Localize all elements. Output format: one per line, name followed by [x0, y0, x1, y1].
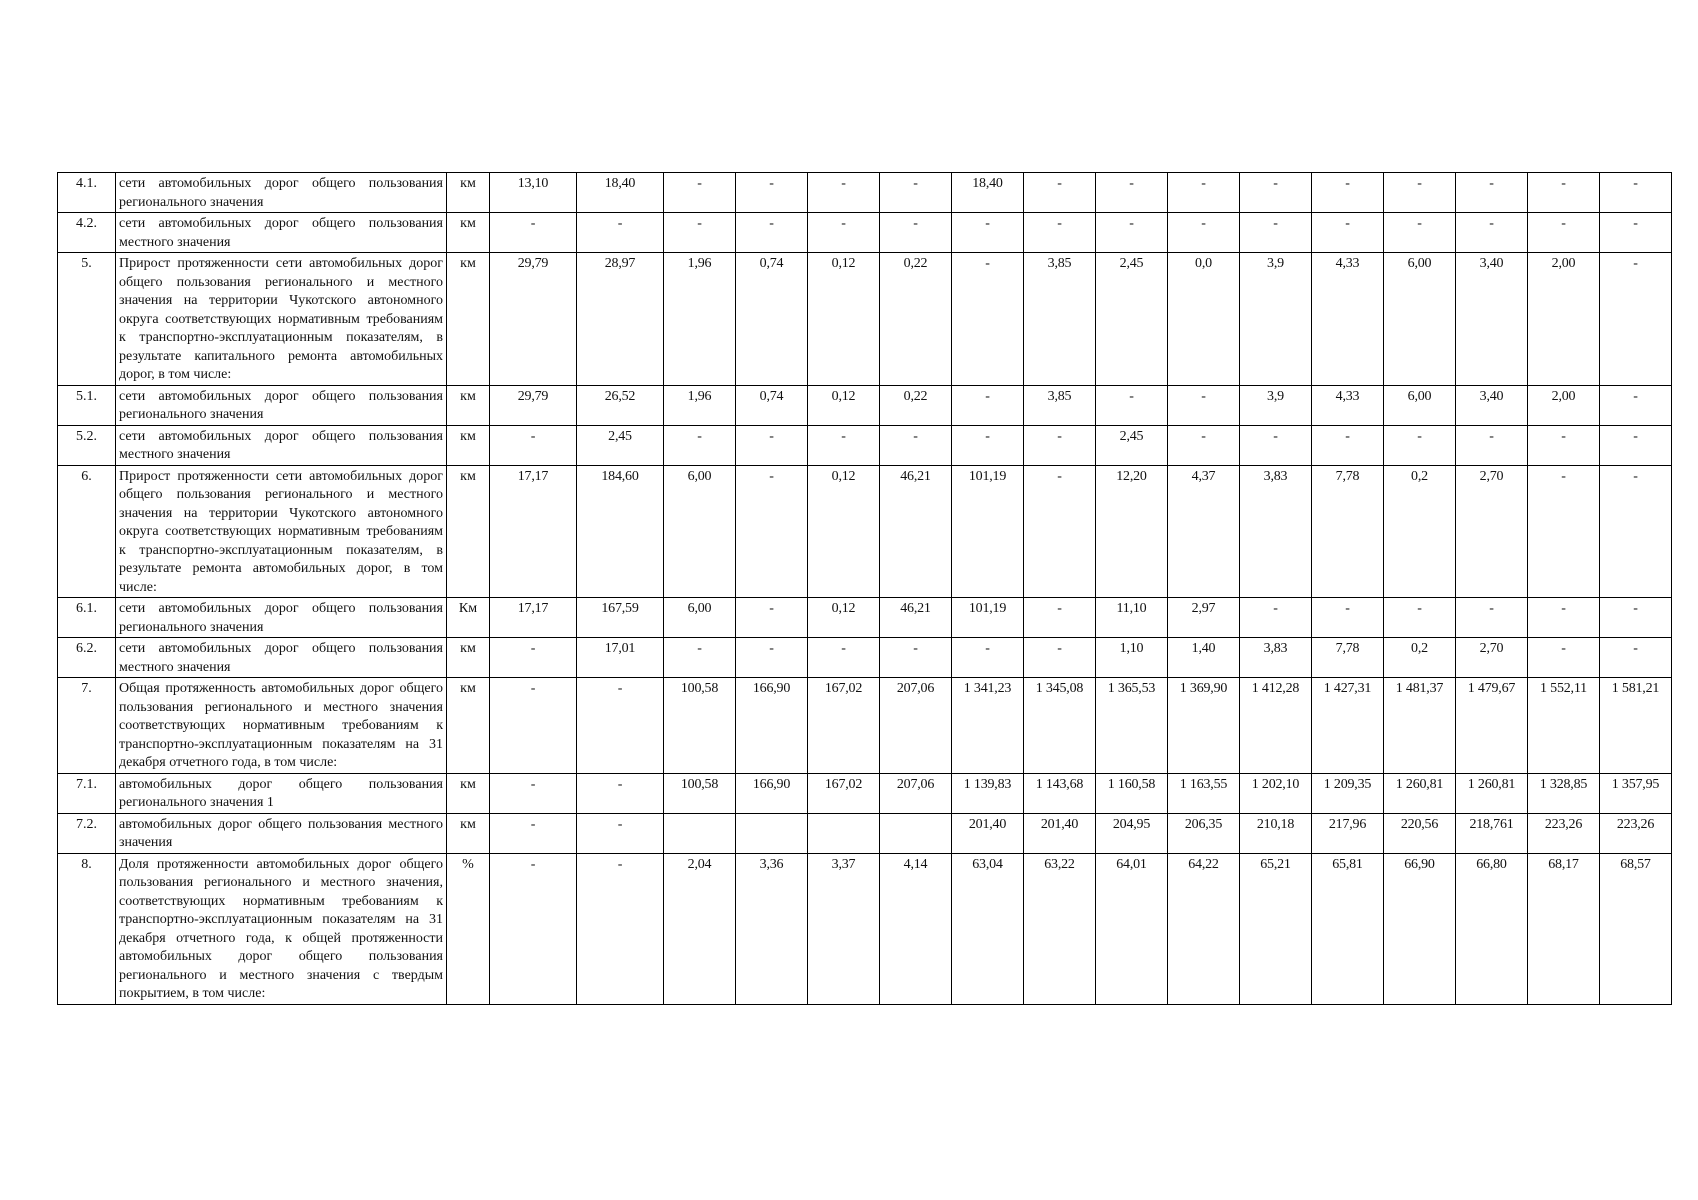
value-cell: 184,60 [577, 465, 664, 598]
value-cell: - [1096, 385, 1168, 425]
value-cell: 0,12 [808, 253, 880, 386]
row-number: 4.1. [58, 173, 116, 213]
value-cell: - [1600, 253, 1672, 386]
indicator-name: сети автомобильных дорог общего пользования регионального значения [116, 173, 447, 213]
value-cell: - [1600, 465, 1672, 598]
value-cell: - [1600, 598, 1672, 638]
value-cell: - [1168, 385, 1240, 425]
value-cell: 11,10 [1096, 598, 1168, 638]
value-cell: 0,22 [880, 385, 952, 425]
table-row [58, 638, 1672, 678]
value-cell: 0,2 [1384, 638, 1456, 678]
value-cell: 2,45 [1096, 425, 1168, 465]
value-cell: 0,2 [1384, 465, 1456, 598]
row-number: 5. [58, 253, 116, 386]
value-cell: 7,78 [1312, 465, 1384, 598]
value-cell: - [664, 173, 736, 213]
value-cell: - [1240, 173, 1312, 213]
value-cell: 26,52 [577, 385, 664, 425]
value-cell: - [808, 213, 880, 253]
value-cell: 3,40 [1456, 253, 1528, 386]
table-row [58, 465, 1672, 598]
indicator-name: сети автомобильных дорог общего пользования местного значения [116, 638, 447, 678]
value-cell: 3,40 [1456, 385, 1528, 425]
value-cell: 1 369,90 [1168, 678, 1240, 774]
value-cell: 166,90 [736, 678, 808, 774]
value-cell: 4,14 [880, 853, 952, 1004]
value-cell: 166,90 [736, 773, 808, 813]
unit-cell: км [447, 213, 490, 253]
value-cell: 1 481,37 [1384, 678, 1456, 774]
value-cell: - [1456, 173, 1528, 213]
table-row [58, 853, 1672, 1004]
indicator-name: сети автомобильных дорог общего пользования регионального значения [116, 598, 447, 638]
value-cell: - [490, 638, 577, 678]
value-cell: - [736, 598, 808, 638]
value-cell: 1 160,58 [1096, 773, 1168, 813]
row-number: 4.2. [58, 213, 116, 253]
value-cell: 101,19 [952, 598, 1024, 638]
value-cell: 1 479,67 [1456, 678, 1528, 774]
value-cell: - [577, 853, 664, 1004]
row-number: 6. [58, 465, 116, 598]
value-cell: 1 202,10 [1240, 773, 1312, 813]
value-cell: - [664, 425, 736, 465]
unit-cell: км [447, 465, 490, 598]
value-cell: 167,02 [808, 678, 880, 774]
indicator-name: Прирост протяженности сети автомобильных дорог общего пользования регионального и местного значения на территории Чукотского автономного округа соответствующих нормативным требованиям к транспортно-эксплуатационным показателям, в результате ремонта автомобильных дорог, в том числе: [116, 465, 447, 598]
value-cell: - [1312, 425, 1384, 465]
value-cell: 3,36 [736, 853, 808, 1004]
value-cell: 204,95 [1096, 813, 1168, 853]
value-cell: - [1528, 638, 1600, 678]
value-cell: - [1528, 213, 1600, 253]
value-cell: 1,10 [1096, 638, 1168, 678]
value-cell: 1 427,31 [1312, 678, 1384, 774]
value-cell: - [808, 425, 880, 465]
value-cell: - [952, 385, 1024, 425]
value-cell: 3,9 [1240, 253, 1312, 386]
value-cell: 2,97 [1168, 598, 1240, 638]
value-cell: 1 357,95 [1600, 773, 1672, 813]
value-cell: 1 143,68 [1024, 773, 1096, 813]
value-cell: 207,06 [880, 773, 952, 813]
value-cell: - [577, 678, 664, 774]
unit-cell: км [447, 813, 490, 853]
value-cell: - [736, 173, 808, 213]
value-cell: - [577, 213, 664, 253]
indicator-name: автомобильных дорог общего пользования регионального значения 1 [116, 773, 447, 813]
value-cell: - [736, 213, 808, 253]
indicator-name: Общая протяженность автомобильных дорог общего пользования регионального и местного значения соответствующих нормативным требованиям к транспортно-эксплуатационным показателям на 31 декабря отчетного года, в том числе: [116, 678, 447, 774]
value-cell: 1 341,23 [952, 678, 1024, 774]
value-cell: - [880, 173, 952, 213]
row-number: 7. [58, 678, 116, 774]
value-cell: - [1024, 598, 1096, 638]
unit-cell: % [447, 853, 490, 1004]
value-cell: - [1240, 213, 1312, 253]
indicator-name: Доля протяженности автомобильных дорог общего пользования регионального и местного значения, соответствующих нормативным требованиям к транспортно-эксплуатационным показателям на 31 декабря отчетного года, к общей протяженности автомобильных дорог общего пользования регионального и местного значения с твердым покрытием, в том числе: [116, 853, 447, 1004]
value-cell: - [736, 638, 808, 678]
value-cell: 220,56 [1384, 813, 1456, 853]
value-cell: 6,00 [1384, 253, 1456, 386]
value-cell: 46,21 [880, 598, 952, 638]
value-cell: 2,45 [577, 425, 664, 465]
value-cell: - [577, 813, 664, 853]
value-cell: - [736, 465, 808, 598]
value-cell: - [1528, 173, 1600, 213]
value-cell: 68,17 [1528, 853, 1600, 1004]
row-number: 6.1. [58, 598, 116, 638]
value-cell: 1 365,53 [1096, 678, 1168, 774]
value-cell: - [880, 638, 952, 678]
value-cell: 13,10 [490, 173, 577, 213]
value-cell: - [490, 773, 577, 813]
value-cell: 3,9 [1240, 385, 1312, 425]
value-cell: - [1024, 173, 1096, 213]
table-row [58, 773, 1672, 813]
unit-cell: км [447, 385, 490, 425]
value-cell: - [1600, 213, 1672, 253]
value-cell: 6,00 [664, 598, 736, 638]
value-cell: 1 552,11 [1528, 678, 1600, 774]
table-row [58, 385, 1672, 425]
value-cell: - [1600, 173, 1672, 213]
row-number: 7.1. [58, 773, 116, 813]
value-cell: 0,12 [808, 598, 880, 638]
value-cell: - [1312, 173, 1384, 213]
value-cell: 6,00 [664, 465, 736, 598]
value-cell: - [664, 213, 736, 253]
value-cell: - [1384, 213, 1456, 253]
value-cell: 46,21 [880, 465, 952, 598]
value-cell: 17,17 [490, 598, 577, 638]
unit-cell: км [447, 173, 490, 213]
value-cell: 0,74 [736, 385, 808, 425]
value-cell: 63,22 [1024, 853, 1096, 1004]
value-cell: 201,40 [1024, 813, 1096, 853]
value-cell: 29,79 [490, 385, 577, 425]
value-cell: 3,85 [1024, 385, 1096, 425]
value-cell: 206,35 [1168, 813, 1240, 853]
indicators-table [57, 172, 1672, 1005]
value-cell: 100,58 [664, 678, 736, 774]
value-cell: - [1312, 598, 1384, 638]
value-cell: - [490, 213, 577, 253]
table-row [58, 598, 1672, 638]
indicator-name: Прирост протяженности сети автомобильных дорог общего пользования регионального и местного значения на территории Чукотского автономного округа соответствующих нормативным требованиям к транспортно-эксплуатационным показателям, в результате капитального ремонта автомобильных дорог, в том числе: [116, 253, 447, 386]
value-cell: - [1528, 598, 1600, 638]
value-cell: - [1384, 173, 1456, 213]
value-cell: - [952, 425, 1024, 465]
value-cell: - [490, 813, 577, 853]
value-cell: 17,17 [490, 465, 577, 598]
value-cell: - [1528, 465, 1600, 598]
value-cell: - [1240, 598, 1312, 638]
value-cell: - [808, 173, 880, 213]
value-cell: 18,40 [577, 173, 664, 213]
value-cell: 167,02 [808, 773, 880, 813]
table-row [58, 253, 1672, 386]
value-cell: 63,04 [952, 853, 1024, 1004]
value-cell: 6,00 [1384, 385, 1456, 425]
value-cell: - [880, 425, 952, 465]
table-row [58, 213, 1672, 253]
value-cell: 64,01 [1096, 853, 1168, 1004]
indicator-name: сети автомобильных дорог общего пользования местного значения [116, 425, 447, 465]
value-cell: - [1168, 213, 1240, 253]
value-cell: 223,26 [1528, 813, 1600, 853]
value-cell: 2,70 [1456, 638, 1528, 678]
value-cell: - [1456, 425, 1528, 465]
value-cell: - [1168, 425, 1240, 465]
value-cell: 4,33 [1312, 253, 1384, 386]
value-cell [880, 813, 952, 853]
row-number: 7.2. [58, 813, 116, 853]
value-cell: 2,45 [1096, 253, 1168, 386]
value-cell: 12,20 [1096, 465, 1168, 598]
table-row [58, 678, 1672, 774]
value-cell: - [1456, 598, 1528, 638]
value-cell: - [1600, 638, 1672, 678]
unit-cell: км [447, 678, 490, 774]
value-cell: 1 328,85 [1528, 773, 1600, 813]
value-cell: - [952, 638, 1024, 678]
value-cell: 223,26 [1600, 813, 1672, 853]
value-cell: 2,00 [1528, 385, 1600, 425]
value-cell: - [1456, 213, 1528, 253]
value-cell: - [1024, 465, 1096, 598]
value-cell: - [490, 425, 577, 465]
value-cell: 4,33 [1312, 385, 1384, 425]
value-cell: 1 260,81 [1384, 773, 1456, 813]
value-cell: 1 139,83 [952, 773, 1024, 813]
value-cell: 3,83 [1240, 465, 1312, 598]
value-cell: 65,21 [1240, 853, 1312, 1004]
row-number: 5.1. [58, 385, 116, 425]
value-cell: 2,00 [1528, 253, 1600, 386]
value-cell: 3,37 [808, 853, 880, 1004]
value-cell: 1 412,28 [1240, 678, 1312, 774]
value-cell: - [1384, 598, 1456, 638]
value-cell: 218,761 [1456, 813, 1528, 853]
value-cell: - [1024, 213, 1096, 253]
value-cell: - [577, 773, 664, 813]
value-cell: 68,57 [1600, 853, 1672, 1004]
row-number: 5.2. [58, 425, 116, 465]
indicator-name: сети автомобильных дорог общего пользования местного значения [116, 213, 447, 253]
value-cell: 4,37 [1168, 465, 1240, 598]
unit-cell: км [447, 773, 490, 813]
value-cell: 201,40 [952, 813, 1024, 853]
value-cell: 0,12 [808, 385, 880, 425]
value-cell: 17,01 [577, 638, 664, 678]
unit-cell: км [447, 425, 490, 465]
row-number: 8. [58, 853, 116, 1004]
table-body [58, 173, 1672, 1005]
unit-cell: Км [447, 598, 490, 638]
value-cell: - [1096, 173, 1168, 213]
value-cell: 217,96 [1312, 813, 1384, 853]
value-cell: - [1024, 638, 1096, 678]
value-cell: 207,06 [880, 678, 952, 774]
value-cell: - [1528, 425, 1600, 465]
value-cell: 0,0 [1168, 253, 1240, 386]
table-row [58, 173, 1672, 213]
value-cell: - [1384, 425, 1456, 465]
value-cell: - [1600, 425, 1672, 465]
value-cell: - [808, 638, 880, 678]
value-cell: - [1312, 213, 1384, 253]
value-cell: 66,80 [1456, 853, 1528, 1004]
unit-cell: км [447, 638, 490, 678]
value-cell: 100,58 [664, 773, 736, 813]
value-cell: 29,79 [490, 253, 577, 386]
value-cell: - [1240, 425, 1312, 465]
value-cell: 0,74 [736, 253, 808, 386]
value-cell: 28,97 [577, 253, 664, 386]
value-cell: - [1600, 385, 1672, 425]
value-cell: 1,96 [664, 385, 736, 425]
value-cell: 1 260,81 [1456, 773, 1528, 813]
value-cell: 3,85 [1024, 253, 1096, 386]
value-cell: - [490, 678, 577, 774]
row-number: 6.2. [58, 638, 116, 678]
value-cell: 2,70 [1456, 465, 1528, 598]
value-cell: 0,22 [880, 253, 952, 386]
value-cell: 2,04 [664, 853, 736, 1004]
value-cell: 1 163,55 [1168, 773, 1240, 813]
value-cell: - [952, 213, 1024, 253]
table-row [58, 813, 1672, 853]
table-row [58, 425, 1672, 465]
value-cell [664, 813, 736, 853]
value-cell: - [1168, 173, 1240, 213]
indicator-name: сети автомобильных дорог общего пользования регионального значения [116, 385, 447, 425]
value-cell: 0,12 [808, 465, 880, 598]
value-cell: - [1024, 425, 1096, 465]
value-cell: 1,40 [1168, 638, 1240, 678]
value-cell: 65,81 [1312, 853, 1384, 1004]
value-cell: - [736, 425, 808, 465]
value-cell: - [1096, 213, 1168, 253]
value-cell: 64,22 [1168, 853, 1240, 1004]
value-cell: - [880, 213, 952, 253]
value-cell: 1 581,21 [1600, 678, 1672, 774]
value-cell: 1 209,35 [1312, 773, 1384, 813]
value-cell: - [664, 638, 736, 678]
unit-cell: км [447, 253, 490, 386]
value-cell: 167,59 [577, 598, 664, 638]
indicator-name: автомобильных дорог общего пользования местного значения [116, 813, 447, 853]
value-cell: 18,40 [952, 173, 1024, 213]
value-cell [808, 813, 880, 853]
value-cell: - [952, 253, 1024, 386]
value-cell: - [490, 853, 577, 1004]
value-cell: 101,19 [952, 465, 1024, 598]
value-cell [736, 813, 808, 853]
value-cell: 210,18 [1240, 813, 1312, 853]
value-cell: 1,96 [664, 253, 736, 386]
value-cell: 1 345,08 [1024, 678, 1096, 774]
value-cell: 7,78 [1312, 638, 1384, 678]
value-cell: 3,83 [1240, 638, 1312, 678]
value-cell: 66,90 [1384, 853, 1456, 1004]
